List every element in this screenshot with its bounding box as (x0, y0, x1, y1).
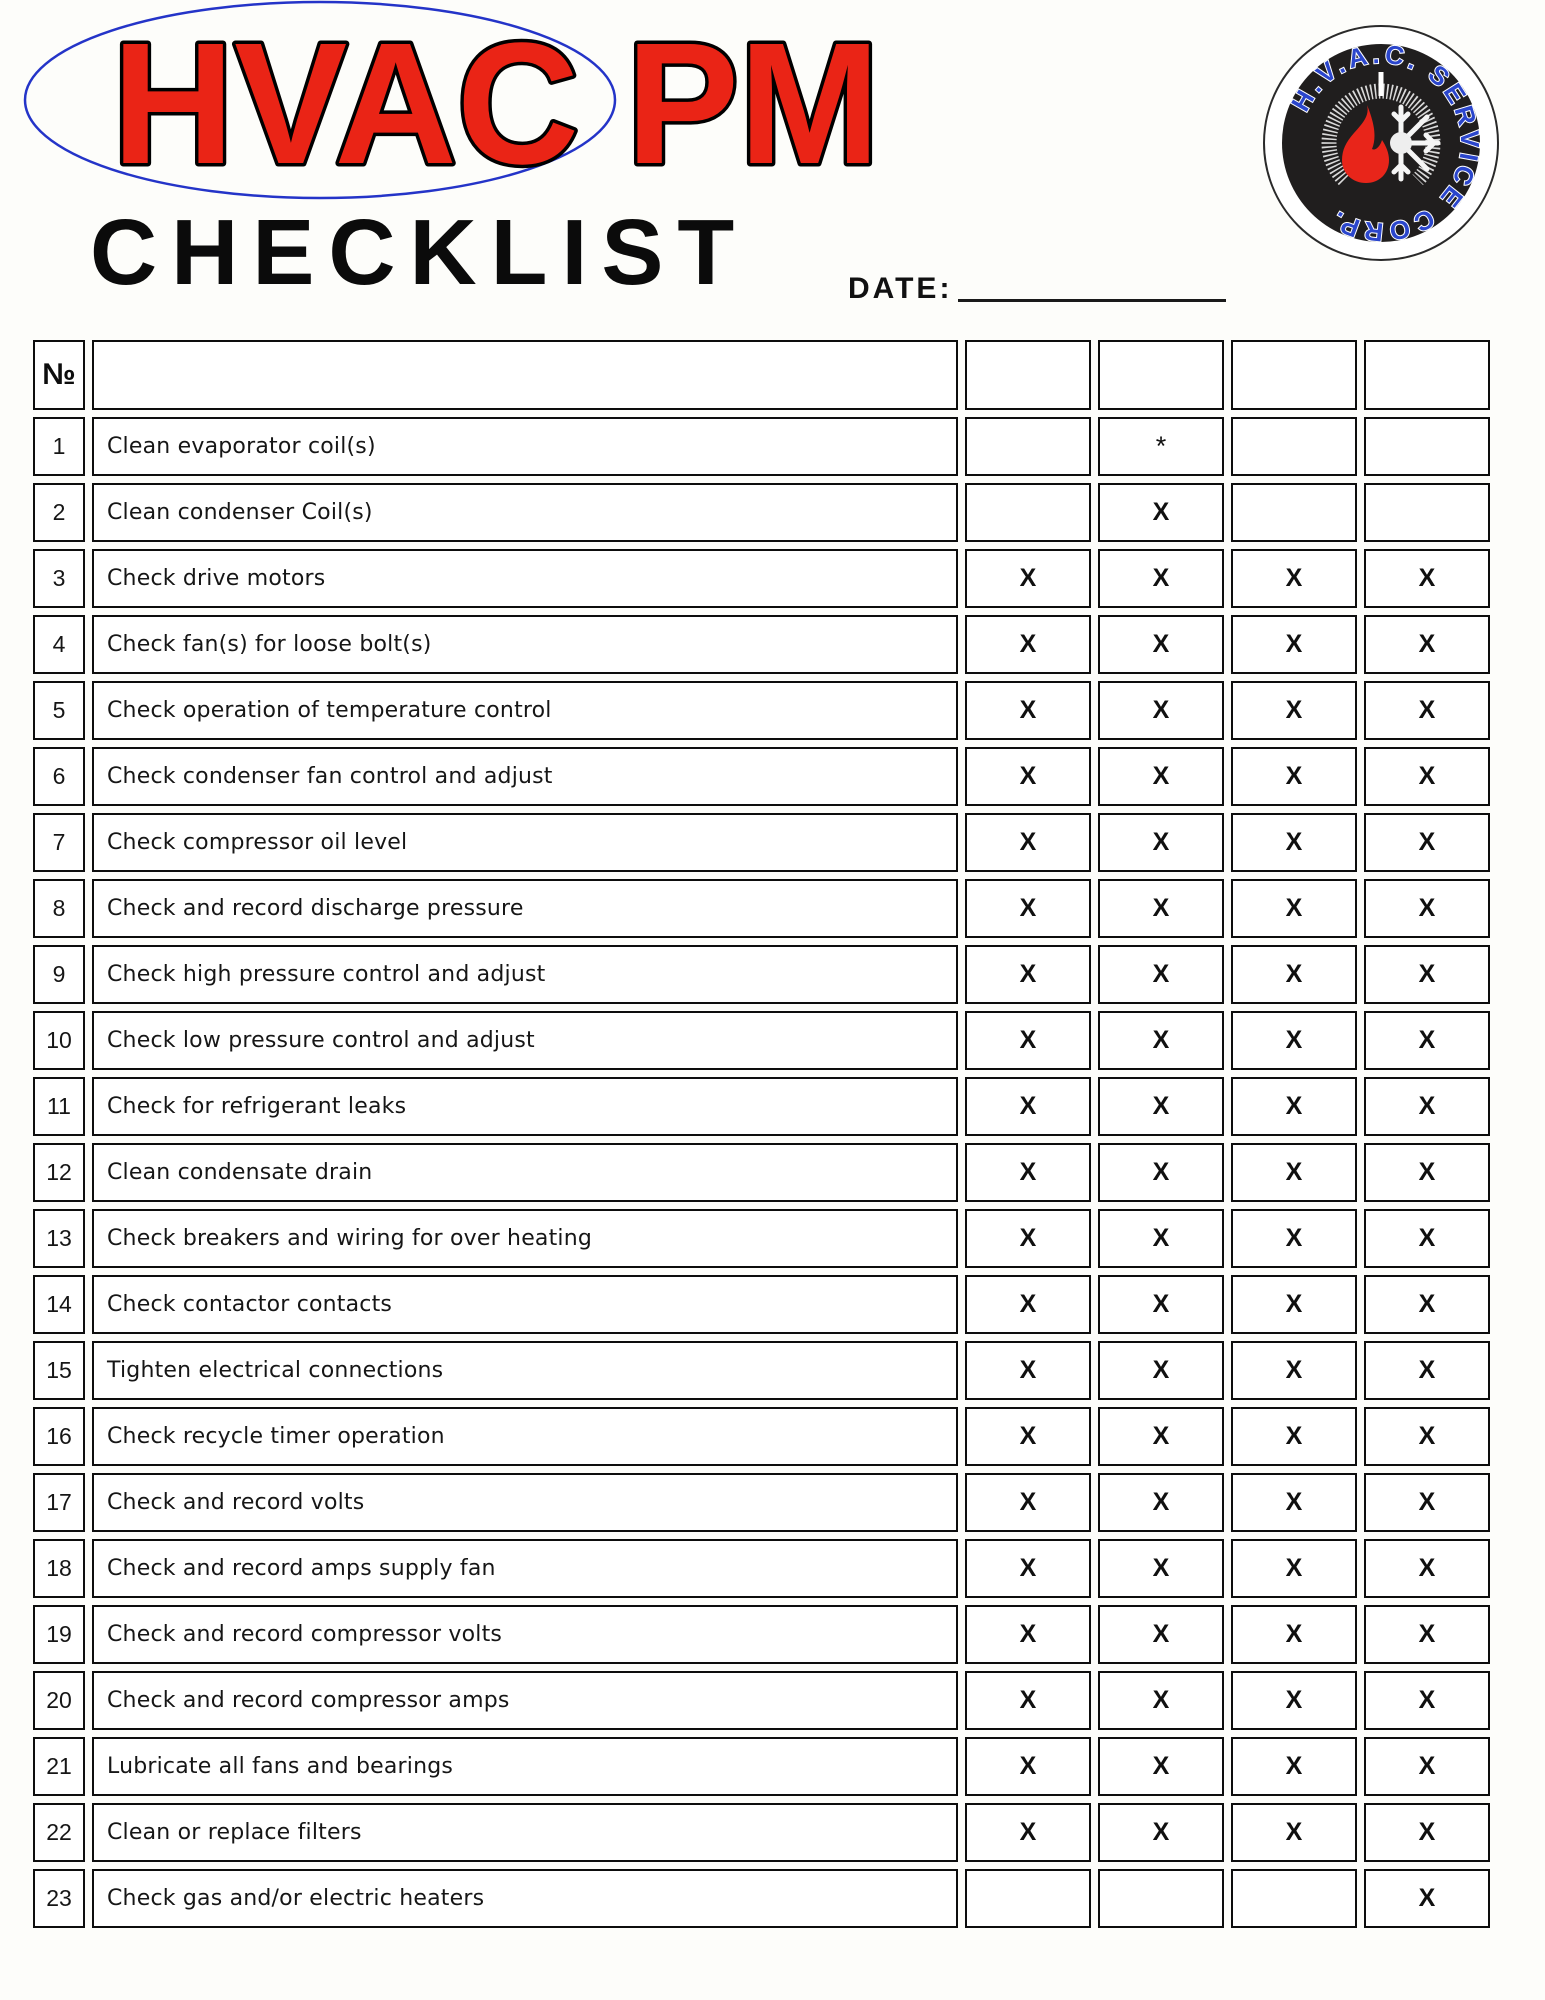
mark-fall[interactable]: X (1364, 813, 1490, 872)
work-item-label: Check drive motors (92, 549, 958, 608)
row-number: 15 (33, 1341, 85, 1400)
mark-spring[interactable]: X (1098, 879, 1224, 938)
mark-winter[interactable]: X (965, 747, 1091, 806)
work-item-label: Check fan(s) for loose bolt(s) (92, 615, 958, 674)
table-row (33, 1209, 1490, 1268)
row-number: 22 (33, 1803, 85, 1862)
mark-fall[interactable]: X (1364, 549, 1490, 608)
row-number: 4 (33, 615, 85, 674)
mark-winter[interactable]: X (965, 1341, 1091, 1400)
mark-spring[interactable]: X (1098, 813, 1224, 872)
mark-winter[interactable] (965, 1869, 1091, 1928)
mark-winter[interactable]: X (965, 1473, 1091, 1532)
work-item-label: Lubricate all fans and bearings (92, 1737, 958, 1796)
snowflake-hub (1390, 132, 1412, 154)
row-number: 20 (33, 1671, 85, 1730)
mark-summer[interactable]: X (1231, 615, 1357, 674)
mark-spring[interactable]: X (1098, 1275, 1224, 1334)
mark-spring[interactable]: X (1098, 1077, 1224, 1136)
table-row (33, 417, 1490, 476)
table-row (33, 1605, 1490, 1664)
mark-winter[interactable]: X (965, 1077, 1091, 1136)
work-item-label: Check high pressure control and adjust (92, 945, 958, 1004)
table-row (33, 549, 1490, 608)
table-row (33, 1275, 1490, 1334)
table-header-row (33, 340, 1490, 410)
row-number: 17 (33, 1473, 85, 1532)
row-number: 6 (33, 747, 85, 806)
mark-fall[interactable]: X (1364, 1407, 1490, 1466)
column-header-spring: SPRING (1098, 340, 1224, 410)
work-item-label: Check condenser fan control and adjust (92, 747, 958, 806)
table-row (33, 483, 1490, 542)
mark-winter[interactable]: X (965, 1803, 1091, 1862)
mark-summer[interactable]: X (1231, 1671, 1357, 1730)
work-item-label: Check and record compressor amps (92, 1671, 958, 1730)
mark-summer[interactable]: X (1231, 747, 1357, 806)
row-number: 10 (33, 1011, 85, 1070)
table-row (33, 1869, 1490, 1928)
mark-fall[interactable]: X (1364, 945, 1490, 1004)
work-item-label: Check for refrigerant leaks (92, 1077, 958, 1136)
table-row (33, 1671, 1490, 1730)
work-item-label: Check operation of temperature control (92, 681, 958, 740)
mark-fall[interactable]: X (1364, 1671, 1490, 1730)
table-row (33, 1539, 1490, 1598)
work-item-label: Check compressor oil level (92, 813, 958, 872)
table-row (33, 681, 1490, 740)
mark-summer[interactable]: X (1231, 1341, 1357, 1400)
work-item-label: Check and record discharge pressure (92, 879, 958, 938)
mark-spring[interactable]: X (1098, 1407, 1224, 1466)
table-body (33, 417, 1490, 1928)
mark-summer[interactable]: X (1231, 1605, 1357, 1664)
work-item-label: Check and record compressor volts (92, 1605, 958, 1664)
mark-fall[interactable]: X (1364, 747, 1490, 806)
mark-summer[interactable]: X (1231, 879, 1357, 938)
table-row (33, 615, 1490, 674)
mark-fall[interactable]: X (1364, 615, 1490, 674)
mark-fall[interactable] (1364, 483, 1490, 542)
mark-fall[interactable]: X (1364, 681, 1490, 740)
mark-winter[interactable] (965, 483, 1091, 542)
column-header-number: № (33, 340, 85, 410)
mark-spring[interactable]: X (1098, 1539, 1224, 1598)
mark-summer[interactable]: X (1231, 1011, 1357, 1070)
mark-fall[interactable]: X (1364, 1209, 1490, 1268)
row-number: 13 (33, 1209, 85, 1268)
date-blank-line[interactable] (958, 299, 1226, 302)
mark-fall[interactable]: X (1364, 1077, 1490, 1136)
table-row (33, 1143, 1490, 1202)
mark-summer[interactable]: X (1231, 549, 1357, 608)
table-row (33, 1077, 1490, 1136)
mark-winter[interactable]: X (965, 1275, 1091, 1334)
mark-fall[interactable]: X (1364, 1143, 1490, 1202)
work-item-label: Clean evaporator coil(s) (92, 417, 958, 476)
table-row (33, 1737, 1490, 1796)
mark-spring[interactable]: X (1098, 1803, 1224, 1862)
mark-fall[interactable]: X (1364, 1869, 1490, 1928)
mark-winter[interactable]: X (965, 1143, 1091, 1202)
mark-winter[interactable]: X (965, 879, 1091, 938)
row-number: 7 (33, 813, 85, 872)
mark-summer[interactable]: X (1231, 681, 1357, 740)
mark-winter[interactable]: X (965, 813, 1091, 872)
mark-summer[interactable]: X (1231, 1407, 1357, 1466)
mark-fall[interactable] (1364, 417, 1490, 476)
mark-summer[interactable] (1231, 417, 1357, 476)
work-item-label: Clean condenser Coil(s) (92, 483, 958, 542)
work-item-label: Check gas and/or electric heaters (92, 1869, 958, 1928)
mark-winter[interactable]: X (965, 945, 1091, 1004)
mark-spring[interactable]: X (1098, 1671, 1224, 1730)
mark-winter[interactable]: X (965, 549, 1091, 608)
column-header-summer: SUMMER (1231, 340, 1357, 410)
mark-winter[interactable]: X (965, 1209, 1091, 1268)
row-number: 2 (33, 483, 85, 542)
work-item-label: Tighten electrical connections (92, 1341, 958, 1400)
mark-spring[interactable]: X (1098, 549, 1224, 608)
mark-summer[interactable]: X (1231, 1803, 1357, 1862)
mark-fall[interactable]: X (1364, 1539, 1490, 1598)
row-number: 12 (33, 1143, 85, 1202)
mark-spring[interactable]: X (1098, 615, 1224, 674)
row-number: 3 (33, 549, 85, 608)
logo-circular-text: H.V.A.C. SERVICE CORP. (1285, 38, 1486, 248)
pm-checklist-table (26, 333, 1497, 1935)
mark-fall[interactable]: X (1364, 879, 1490, 938)
mark-spring[interactable]: * (1098, 417, 1224, 476)
mark-fall[interactable]: X (1364, 1473, 1490, 1532)
mark-spring[interactable]: X (1098, 1341, 1224, 1400)
date-label: DATE: (848, 272, 953, 305)
page-title: HVAC PM (112, 6, 880, 200)
work-item-label: Clean or replace filters (92, 1803, 958, 1862)
mark-summer[interactable] (1231, 1869, 1357, 1928)
mark-winter[interactable]: X (965, 615, 1091, 674)
mark-fall[interactable]: X (1364, 1737, 1490, 1796)
document-title-graphic (0, 0, 930, 220)
table-row (33, 1803, 1490, 1862)
mark-summer[interactable]: X (1231, 945, 1357, 1004)
table-row (33, 813, 1490, 872)
mark-spring[interactable]: X (1098, 1605, 1224, 1664)
row-number: 23 (33, 1869, 85, 1928)
mark-spring[interactable]: X (1098, 1011, 1224, 1070)
column-header-winter: WINTER (965, 340, 1091, 410)
mark-summer[interactable]: X (1231, 1275, 1357, 1334)
table-row (33, 1341, 1490, 1400)
mark-spring[interactable]: X (1098, 945, 1224, 1004)
column-header-fall: FALL (1364, 340, 1490, 410)
row-number: 9 (33, 945, 85, 1004)
mark-summer[interactable]: X (1231, 1077, 1357, 1136)
page-subtitle: CHECKLIST (90, 200, 749, 304)
mark-spring[interactable] (1098, 1869, 1224, 1928)
mark-summer[interactable]: X (1231, 1473, 1357, 1532)
mark-fall[interactable]: X (1364, 1803, 1490, 1862)
mark-winter[interactable]: X (965, 1539, 1091, 1598)
row-number: 16 (33, 1407, 85, 1466)
row-number: 11 (33, 1077, 85, 1136)
mark-fall[interactable]: X (1364, 1275, 1490, 1334)
mark-winter[interactable]: X (965, 1407, 1091, 1466)
column-header-work-items: WORK ITEMS (92, 340, 958, 410)
row-number: 1 (33, 417, 85, 476)
date-field (848, 272, 1226, 304)
mark-fall[interactable]: X (1364, 1011, 1490, 1070)
mark-spring[interactable]: X (1098, 1737, 1224, 1796)
row-number: 18 (33, 1539, 85, 1598)
row-number: 8 (33, 879, 85, 938)
mark-summer[interactable]: X (1231, 1209, 1357, 1268)
table-row (33, 1473, 1490, 1532)
row-number: 5 (33, 681, 85, 740)
mark-spring[interactable]: X (1098, 1473, 1224, 1532)
mark-fall[interactable]: X (1364, 1341, 1490, 1400)
work-item-label: Check contactor contacts (92, 1275, 958, 1334)
table-row (33, 747, 1490, 806)
mark-winter[interactable] (965, 417, 1091, 476)
mark-spring[interactable]: X (1098, 747, 1224, 806)
mark-summer[interactable]: X (1231, 1737, 1357, 1796)
work-item-label: Check breakers and wiring for over heating (92, 1209, 958, 1268)
mark-summer[interactable]: X (1231, 1143, 1357, 1202)
row-number: 19 (33, 1605, 85, 1664)
mark-spring[interactable]: X (1098, 1143, 1224, 1202)
mark-winter[interactable]: X (965, 1671, 1091, 1730)
mark-spring[interactable]: X (1098, 681, 1224, 740)
mark-fall[interactable]: X (1364, 1605, 1490, 1664)
company-logo (1262, 24, 1500, 262)
mark-spring[interactable]: X (1098, 483, 1224, 542)
mark-winter[interactable]: X (965, 1737, 1091, 1796)
table-row (33, 1407, 1490, 1466)
work-item-label: Check and record amps supply fan (92, 1539, 958, 1598)
row-number: 21 (33, 1737, 85, 1796)
mark-summer[interactable] (1231, 483, 1357, 542)
row-number: 14 (33, 1275, 85, 1334)
work-item-label: Clean condensate drain (92, 1143, 958, 1202)
table-row (33, 1011, 1490, 1070)
mark-winter[interactable]: X (965, 1011, 1091, 1070)
table-row (33, 945, 1490, 1004)
work-item-label: Check and record volts (92, 1473, 958, 1532)
mark-spring[interactable]: X (1098, 1209, 1224, 1268)
mark-summer[interactable]: X (1231, 1539, 1357, 1598)
table-row (33, 879, 1490, 938)
mark-summer[interactable]: X (1231, 813, 1357, 872)
mark-winter[interactable]: X (965, 1605, 1091, 1664)
mark-winter[interactable]: X (965, 681, 1091, 740)
work-item-label: Check recycle timer operation (92, 1407, 958, 1466)
work-item-label: Check low pressure control and adjust (92, 1011, 958, 1070)
